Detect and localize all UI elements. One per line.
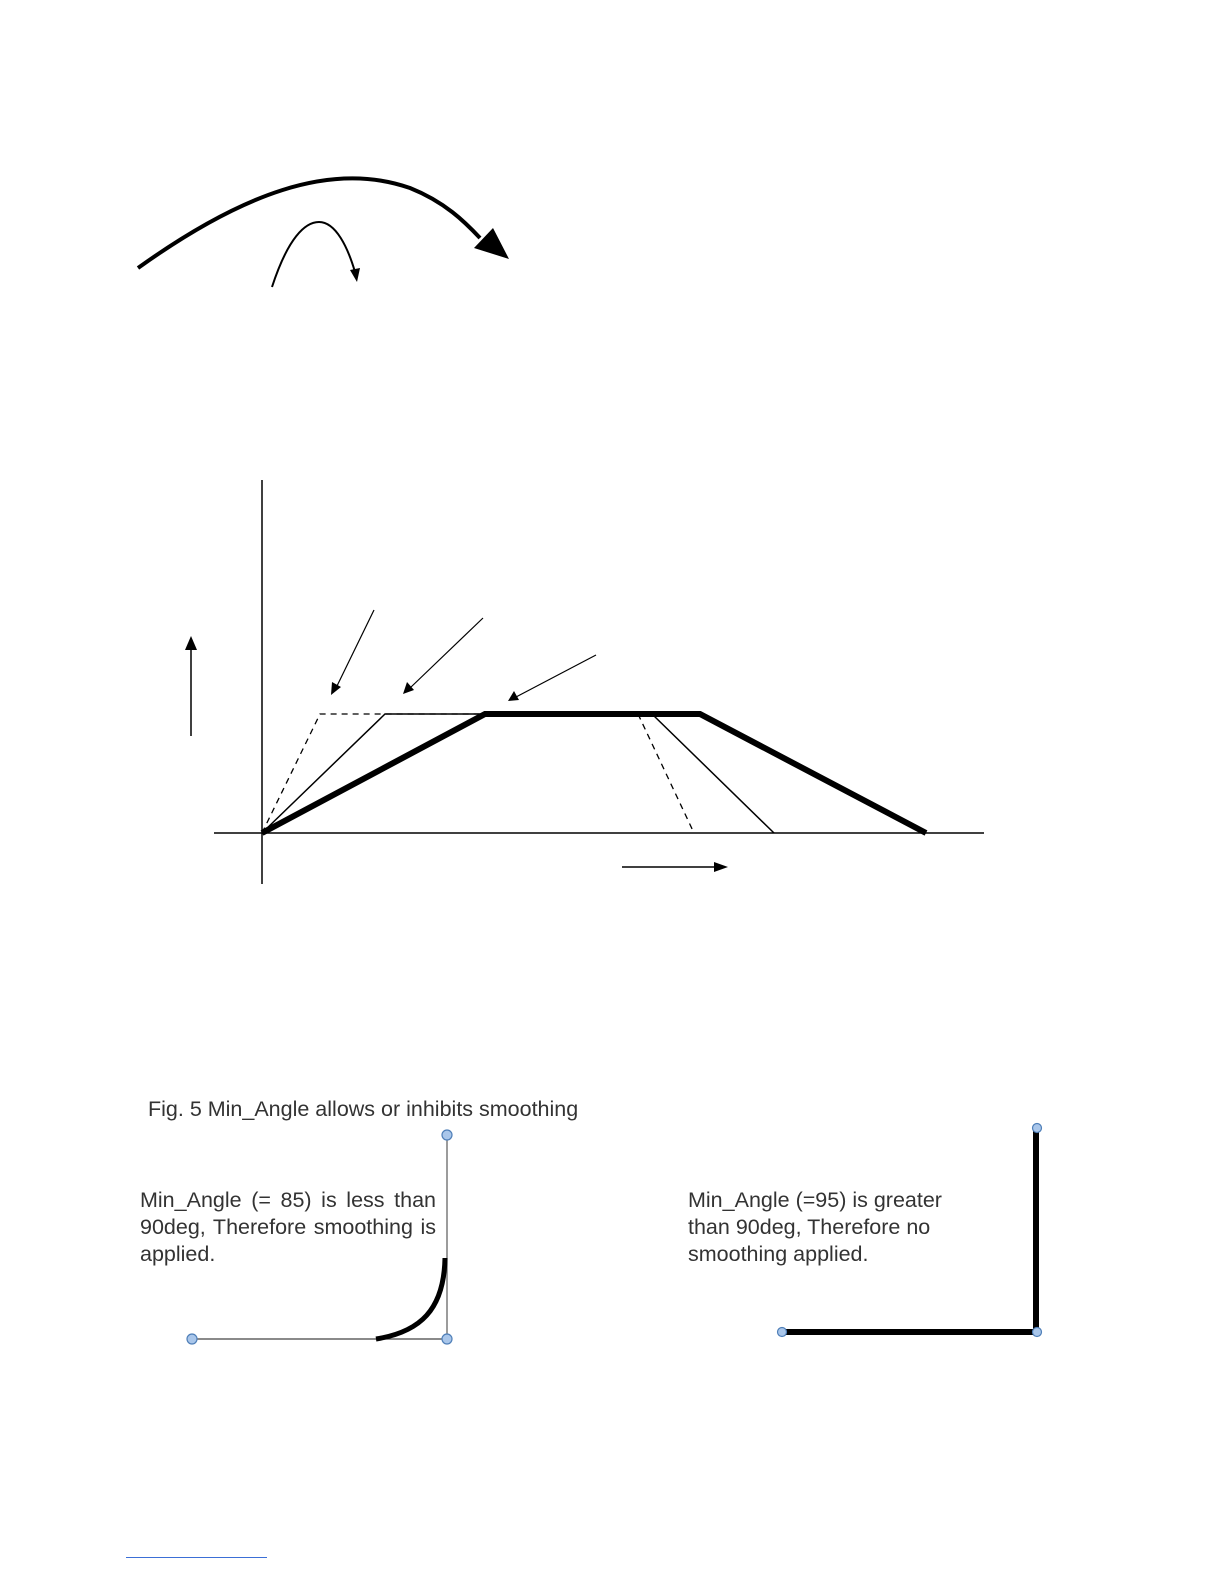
- smoothing-curve: [376, 1258, 445, 1339]
- node-marker: [442, 1130, 452, 1140]
- node-marker: [778, 1328, 787, 1337]
- axis-arrow-icon: [185, 636, 197, 736]
- pointer-arrow-icon: [331, 610, 374, 695]
- small-arc-arrow-icon: [272, 222, 360, 287]
- node-marker: [1033, 1124, 1042, 1133]
- footnote-separator: [126, 1557, 267, 1558]
- node-marker: [187, 1334, 197, 1344]
- axis-arrow-icon: [622, 862, 728, 872]
- pointer-arrow-icon: [403, 618, 483, 694]
- node-marker: [1033, 1328, 1042, 1337]
- figure-caption: Fig. 5 Min_Angle allows or inhibits smoothing: [148, 1097, 579, 1121]
- pointer-arrow-icon: [508, 655, 596, 701]
- profile-thick: [262, 714, 926, 833]
- smoothing-applied-note: Min_Angle (= 85) is less than 90deg, Therefore smoothing is applied.: [140, 1188, 436, 1266]
- velocity-profile-diagram: [185, 480, 984, 884]
- no-smoothing-note: Min_Angle (=95) is greater than 90deg, Therefore no smoothing applied.: [688, 1188, 942, 1266]
- node-marker: [442, 1334, 452, 1344]
